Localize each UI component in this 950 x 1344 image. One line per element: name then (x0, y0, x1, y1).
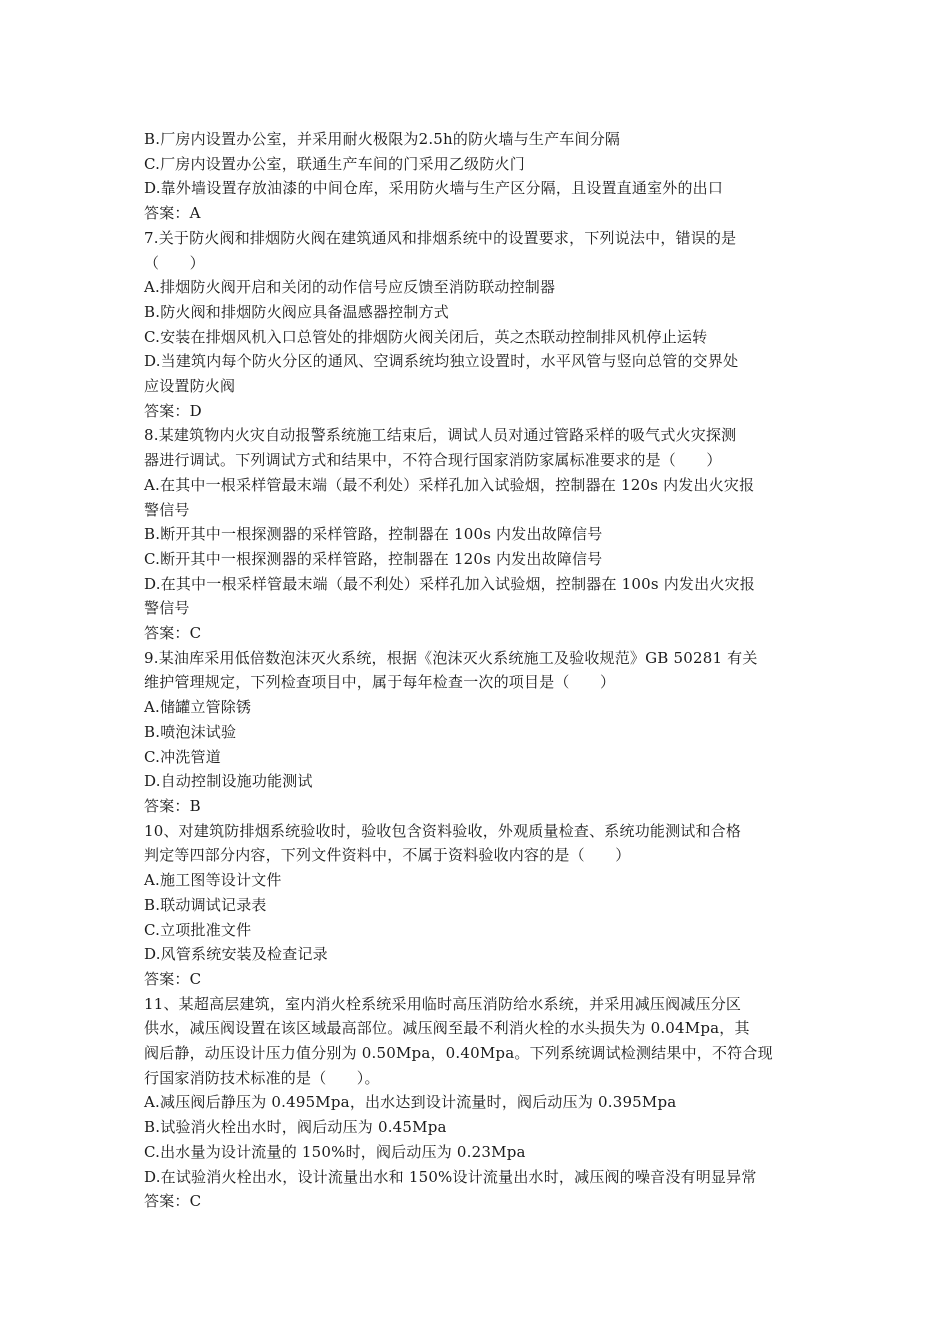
answer-line: 答案：C (144, 969, 202, 988)
answer-line: 答案：C (144, 624, 202, 643)
option-line: D.风管系统安装及检查记录 (144, 945, 328, 964)
option-line: 警信号 (144, 500, 190, 519)
question-line: 维护管理规定，下列检查项目中，属于每年检查一次的项目是（ ） (144, 673, 616, 692)
option-line: 警信号 (144, 599, 190, 618)
option-line: B.断开其中一根探测器的采样管路，控制器在 100s 内发出故障信号 (144, 525, 603, 544)
option-line: C.出水量为设计流量的 150%时，阀后动压为 0.23Mpa (144, 1142, 526, 1161)
option-line: C.断开其中一根探测器的采样管路，控制器在 120s 内发出故障信号 (144, 549, 603, 568)
answer-line: 答案：A (144, 204, 201, 223)
answer-line: 答案：C (144, 1192, 202, 1211)
answer-line: 答案：D (144, 401, 202, 420)
option-line: A.减压阀后静压为 0.495Mpa，出水达到设计流量时，阀后动压为 0.395Mpa (144, 1093, 677, 1112)
option-line: B.防火阀和排烟防火阀应具备温感器控制方式 (144, 302, 449, 321)
question-line: 11、某超高层建筑，室内消火栓系统采用临时高压消防给水系统，并采用减压阀减压分区 (144, 994, 742, 1013)
option-line: B.联动调试记录表 (144, 895, 267, 914)
option-line: D.在其中一根采样管最末端（最不利处）采样孔加入试验烟，控制器在 100s 内发出火灾报 (144, 574, 755, 593)
question-line: 判定等四部分内容，下列文件资料中，不属于资料验收内容的是（ ） (144, 846, 631, 865)
option-line: C.冲洗管道 (144, 747, 221, 766)
option-line: 应设置防火阀 (144, 377, 236, 396)
question-line: 行国家消防技术标准的是（ ）。 (144, 1068, 380, 1087)
option-line: C.安装在排烟风机入口总管处的排烟防火阀关闭后，英之杰联动控制排风机停止运转 (144, 327, 708, 346)
document-body (144, 127, 814, 1214)
option-line: C.立项批准文件 (144, 920, 252, 939)
option-line: B.喷泡沫试验 (144, 722, 237, 741)
question-line: 阀后静，动压设计压力值分别为 0.50Mpa，0.40Mpa。下列系统调试检测结果中，不符合现 (144, 1044, 773, 1063)
option-line: D.自动控制设施功能测试 (144, 772, 313, 791)
option-line: B.试验消火栓出水时，阀后动压为 0.45Mpa (144, 1118, 447, 1137)
question-line: 8.某建筑物内火灾自动报警系统施工结束后，调试人员对通过管路采样的吸气式火灾探测 (144, 426, 737, 445)
answer-line: 答案：B (144, 796, 201, 815)
question-line: （ ） (144, 253, 205, 272)
option-line: D.当建筑内每个防火分区的通风、空调系统均独立设置时，水平风管与竖向总管的交界处 (144, 352, 739, 371)
question-line: 供水，减压阀设置在该区域最高部位。减压阀至最不利消火栓的水头损失为 0.04Mpa，其 (144, 1019, 750, 1038)
question-line: 器进行调试。下列调试方式和结果中，不符合现行国家消防家属标准要求的是（ ） (144, 451, 722, 470)
question-line: 10、对建筑防排烟系统验收时，验收包含资料验收，外观质量检查、系统功能测试和合格 (144, 821, 742, 840)
option-line: A.施工图等设计文件 (144, 871, 282, 890)
question-line: 9.某油库采用低倍数泡沫灭火系统，根据《泡沫灭火系统施工及验收规范》GB 50281 有关 (144, 648, 758, 667)
option-line: D.在试验消火栓出水，设计流量出水和 150%设计流量出水时，减压阀的噪音没有明显异常 (144, 1167, 757, 1186)
option-line: C.厂房内设置办公室，联通生产车间的门采用乙级防火门 (144, 154, 525, 173)
option-line: B.厂房内设置办公室，并采用耐火极限为2.5h的防火墙与生产车间分隔 (144, 130, 621, 148)
option-line: A.储罐立管除锈 (144, 698, 252, 717)
option-line: D.靠外墙设置存放油漆的中间仓库，采用防火墙与生产区分隔，且设置直通室外的出口 (144, 179, 724, 198)
question-line: 7.关于防火阀和排烟防火阀在建筑通风和排烟系统中的设置要求，下列说法中，错误的是 (144, 228, 737, 247)
option-line: A.排烟防火阀开启和关闭的动作信号应反馈至消防联动控制器 (144, 278, 556, 297)
option-line: A.在其中一根采样管最末端（最不利处）采样孔加入试验烟，控制器在 120s 内发出火灾报 (144, 475, 755, 494)
